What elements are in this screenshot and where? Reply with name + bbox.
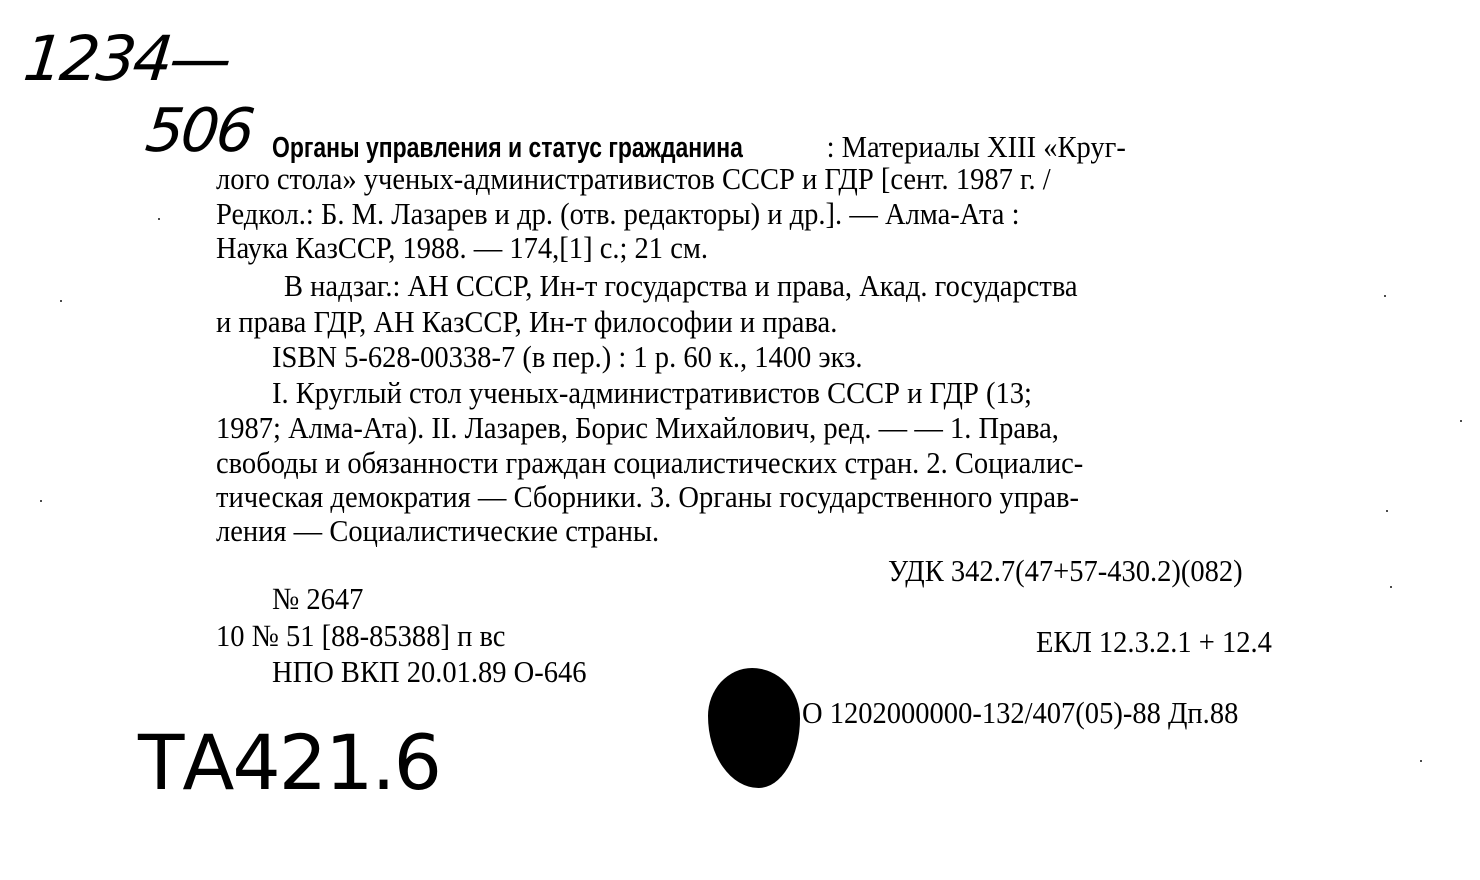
entry-title: Органы управления и статус гражданина [272, 132, 743, 164]
entry-line-2: лого стола» ученых-административистов СССР и ГДР [сент. 1987 г. / [216, 161, 1051, 196]
entry-line-4: Наука КазССР, 1988. — 174,[1] с.; 21 см. [216, 230, 709, 265]
entry-line-12: ления — Социалистические страны. [216, 513, 660, 548]
speck [60, 300, 62, 302]
entry-line-10: свободы и обязанности граждан социалистических стран. 2. Социалис- [216, 445, 1084, 480]
ink-blot [708, 668, 800, 788]
entry-line-1-rest: : Материалы XIII «Круг- [819, 129, 1126, 164]
entry-line-11: тическая демократия — Сборники. 3. Органы государственного управ- [216, 479, 1079, 514]
speck [1460, 420, 1462, 422]
entry-line-3: Редкол.: Б. М. Лазарев и др. (отв. редакторы) и др.]. — Алма-Ата : [216, 196, 1020, 231]
speck [1420, 760, 1422, 762]
speck [158, 218, 160, 220]
entry-line-1 [272, 130, 1126, 165]
udk-code: УДК 342.7(47+57-430.2)(082) [888, 553, 1243, 588]
ekl-code: ЕКЛ 12.3.2.1 + 12.4 [1036, 624, 1272, 659]
call-number-line2: 506 [142, 96, 256, 166]
entry-line-8: I. Круглый стол ученых-административистов СССР и ГДР (13; [272, 375, 1032, 410]
entry-line-5: В надзаг.: АН СССР, Ин-т государства и права, Акад. государства [284, 268, 1078, 303]
order-number: 10 № 51 [88-85388] п вс [216, 618, 506, 653]
speck [40, 500, 42, 502]
call-number-line1: 1234— [20, 22, 233, 95]
speck [1390, 586, 1392, 588]
speck [1386, 510, 1388, 512]
speck [1384, 295, 1386, 297]
entry-line-9: 1987; Алма-Ата). II. Лазарев, Борис Михайлович, ред. — — 1. Права, [216, 410, 1059, 445]
npo-line: НПО ВКП 20.01.89 О-646 [272, 654, 587, 689]
entry-line-6: и права ГДР, АН КазССР, Ин-т философии и права. [216, 304, 838, 339]
entry-isbn: ISBN 5-628-00338-7 (в пер.) : 1 р. 60 к., 1400 экз. [272, 339, 863, 374]
card-number: № 2647 [272, 581, 364, 616]
print-code: О 1202000000-132/407(05)-88 Дп.88 [802, 695, 1239, 730]
inventory-number: ТА421.6 [138, 718, 440, 807]
